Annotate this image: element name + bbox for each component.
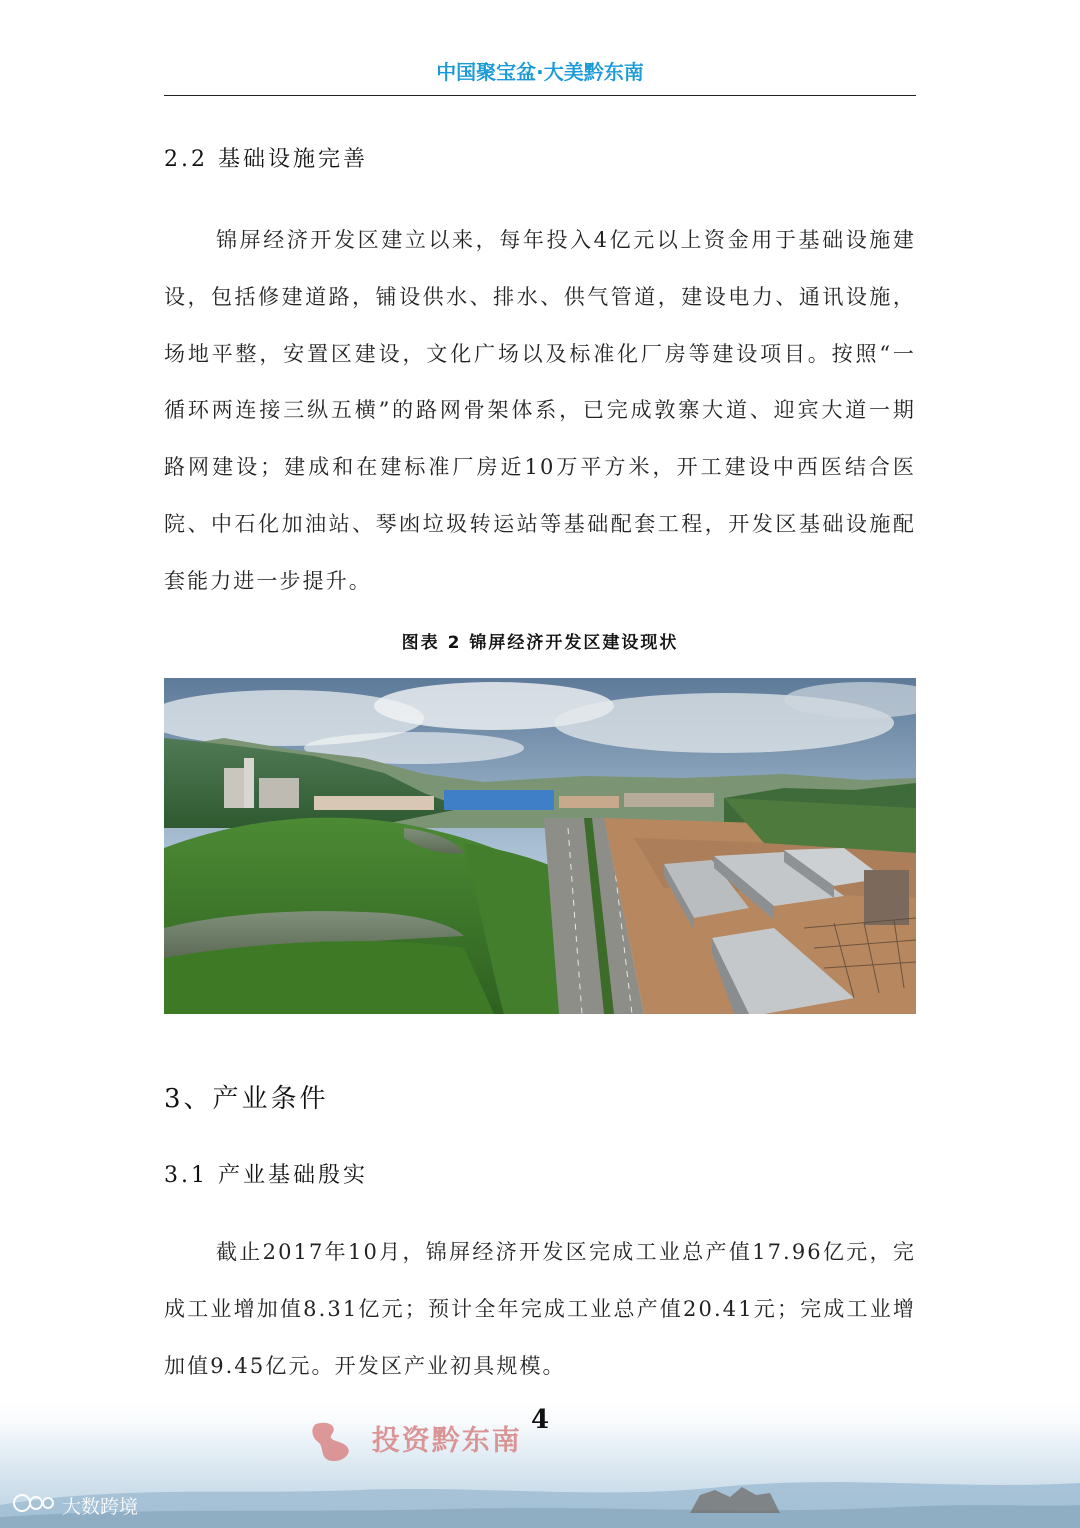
development-zone-aerial-photo <box>164 678 916 1014</box>
figure-caption: 图表 2 锦屏经济开发区建设现状 <box>401 633 679 653</box>
section-3-heading: 3、产业条件 <box>164 1084 329 1114</box>
publisher-logo <box>308 1418 522 1466</box>
section-3-1-heading: 3.1 产业基础殷实 <box>164 1163 368 1188</box>
header-title: 中国聚宝盆·大美黔东南 <box>436 60 644 84</box>
watermark-logo-icon <box>12 1492 56 1519</box>
section-3-1-paragraph: 截止2017年10月，锦屏经济开发区完成工业总产值17.96亿元，完成工业增加值8.31亿元；预计全年完成工业总产值20.41元；完成工业增加值9.45亿元。开发区产业初具规模。 <box>164 1240 916 1378</box>
section-2-2-heading: 2.2 基础设施完善 <box>164 147 368 172</box>
page-number: 4 <box>530 1405 550 1435</box>
header-divider <box>164 95 916 96</box>
logo-seal-icon <box>308 1418 356 1466</box>
section-2-2-paragraph: 锦屏经济开发区建立以来，每年投入4亿元以上资金用于基础设施建设，包括修建道路，铺设供水、排水、供气管道，建设电力、通讯设施，场地平整，安置区建设，文化广场以及标准化厂房等建设项目。按照“一循环两连接三纵五横”的路网骨架体系，已完成敦寨大道、迎宾大道一期路网建设；建成和在建标准厂房近10万平方米，开工建设中西医结合医院、中石化加油站、琴凼垃圾转运站等基础配套工程，开发区基础设施配套能力进一步提升。 <box>164 228 916 593</box>
publisher-logo-text: 投资黔东南 <box>371 1423 522 1457</box>
source-watermark <box>12 1492 138 1519</box>
watermark-text: 大数跨境 <box>62 1496 139 1518</box>
